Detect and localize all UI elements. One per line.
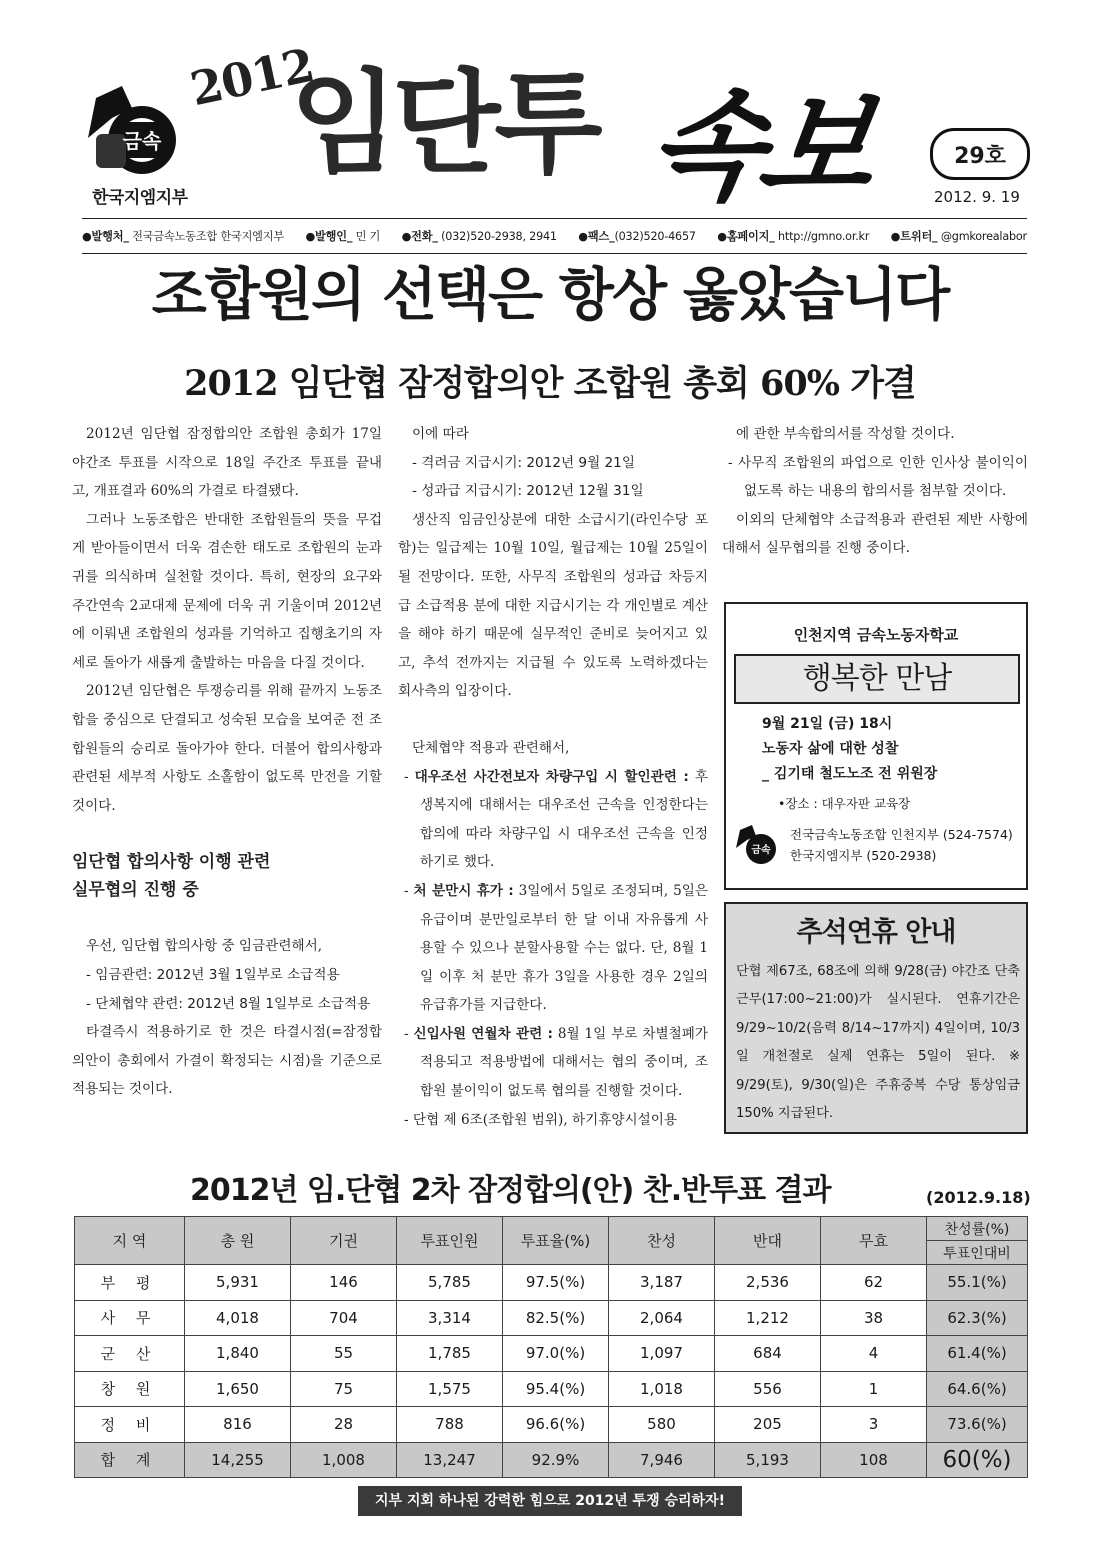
branch-name: 한국지엠지부 <box>92 188 188 208</box>
table-cell: 1,650 <box>185 1371 291 1407</box>
table-cell: 580 <box>609 1407 715 1443</box>
table-cell: 4,018 <box>185 1300 291 1336</box>
table-cell: 92.9% <box>503 1442 609 1478</box>
list-item: - 성과급 지급시기: 2012년 12월 31일 <box>412 483 644 500</box>
paragraph: 에 관한 부속합의서를 작성할 것이다. <box>736 426 955 442</box>
headline: 조합원의 선택은 항상 옳았습니다 <box>151 262 949 328</box>
paragraph: 우선, 임단협 합의사항 중 임금관련해서, <box>86 938 323 955</box>
issue-number: 29호 <box>930 128 1030 180</box>
list-item: - 처 분만시 휴가 : 3일에서 5일로 조정되며, 5일은 유급이며 분만일로부터 한 달 이내 자유롭게 사용할 수 있으나 분할사용할 수는 없다. 단, 8월 1일 이후 처 분만 휴가 3일을 사용한 경우 2일의 유급휴가를 지급한다. <box>404 882 708 1014</box>
fax-info: ●팩스_(032)520-4657 <box>578 230 696 243</box>
table-cell: 1,097 <box>609 1336 715 1372</box>
table-cell: 108 <box>821 1442 927 1478</box>
issuer-info: ●발행인_ 민 기 <box>305 230 381 243</box>
table-row <box>75 1336 1028 1372</box>
vote-results-title: 2012년 임.단협 2차 잠정합의(안) 찬.반투표 결과 <box>190 1173 831 1208</box>
vote-results-table <box>74 1216 1028 1478</box>
header-total: 총 원 <box>185 1217 291 1265</box>
table-cell: 64.6(%) <box>927 1371 1028 1407</box>
header-yes: 찬성 <box>609 1217 715 1265</box>
table-cell: 556 <box>715 1371 821 1407</box>
table-cell: 62.3(%) <box>927 1300 1028 1336</box>
table-cell: 1,840 <box>185 1336 291 1372</box>
svg-text:금속: 금속 <box>122 129 162 153</box>
article-column-3 <box>722 420 1028 563</box>
table-row <box>75 1371 1028 1407</box>
publication-info-bar <box>82 218 1027 254</box>
article-column-2 <box>398 420 708 1134</box>
header-approval-basis: 투표인대비 <box>927 1241 1028 1265</box>
table-cell: 146 <box>291 1265 397 1301</box>
table-cell: 5,193 <box>715 1442 821 1478</box>
school-contact: 전국금속노동조합 인천지부 (524-7574) 한국지엠지부 (520-2938) <box>790 827 1013 863</box>
table-cell: 97.5(%) <box>503 1265 609 1301</box>
table-cell: 82.5(%) <box>503 1300 609 1336</box>
chuseok-holiday-notice <box>724 902 1028 1134</box>
svg-text:금속: 금속 <box>751 845 771 856</box>
paragraph: 그러나 노동조합은 반대한 조합원들의 뜻을 무겁게 받아들이면서 더욱 겸손한 태도로 조합원의 눈과 귀를 의식하며 실천할 것이다. 특히, 현장의 요구와 주간연속 2교대제 문제에 더욱 귀 기울이며 2012년에 이뤄낸 조합원의 성과를 기억하고 집행초기의 자세로 돌아가 새롭게 출발하는 마음을 다질 것이다. <box>72 511 383 671</box>
table-cell: 정 비 <box>75 1407 185 1443</box>
header-abstain: 기권 <box>291 1217 397 1265</box>
table-cell: 부 평 <box>75 1265 185 1301</box>
paragraph: 단체협약 적용과 관련해서, <box>412 739 570 756</box>
footer-slogan: 지부 지회 하나된 강력한 힘으로 2012년 투쟁 승리하자! <box>358 1486 742 1516</box>
table-cell: 2,064 <box>609 1300 715 1336</box>
header-region: 지 역 <box>75 1217 185 1265</box>
table-row <box>75 1300 1028 1336</box>
table-cell: 816 <box>185 1407 291 1443</box>
header-turnout: 투표율(%) <box>503 1217 609 1265</box>
paragraph: 2012년 임단협 잠정합의안 조합원 총회가 17일 야간조 투표를 시작으로 18일 주간조 투표를 끝내고, 개표결과 60%의 가결로 타결됐다. <box>72 426 382 500</box>
header-no: 반대 <box>715 1217 821 1265</box>
school-place: •장소 : 대우자판 교육장 <box>778 796 911 811</box>
table-row <box>75 1407 1028 1443</box>
masthead-subtitle: 속보 <box>640 78 880 216</box>
table-cell: 55 <box>291 1336 397 1372</box>
paragraph: 생산직 임금인상분에 대한 소급시기(라인수당 포함)는 일급제는 10월 10일, 월급제는 10월 25일이 될 전망이다. 또한, 사무직 조합원의 성과급 차등지급 소급적용 분에 대한 지급시기는 각 개인별로 계산을 해야 하기 때문에 실무적인 준비로 늦어지고 있고, 추석 전까지는 지급될 수 있도록 노력하겠다는 회사측의 입장이다. <box>398 511 708 700</box>
table-cell: 창 원 <box>75 1371 185 1407</box>
table-cell: 684 <box>715 1336 821 1372</box>
twitter-info: ●트위터_ @gmkorealabor <box>890 230 1027 243</box>
list-item: - 격려금 지급시기: 2012년 9월 21일 <box>412 454 635 471</box>
table-cell: 38 <box>821 1300 927 1336</box>
school-title: 행복한 만남 <box>734 654 1020 704</box>
table-cell: 13,247 <box>397 1442 503 1478</box>
table-cell: 1,785 <box>397 1336 503 1372</box>
table-cell: 96.6(%) <box>503 1407 609 1443</box>
table-row <box>75 1265 1028 1301</box>
article-column-1 <box>72 420 382 1104</box>
table-cell: 704 <box>291 1300 397 1336</box>
paragraph: 이에 따라 <box>412 426 469 442</box>
list-item: - 신입사원 연월차 관련 : 8월 1일 부로 차별철폐가 적용되고 적용방법에 대해서는 협의 중이며, 조합원 불이익이 없도록 협의를 진행할 것이다. <box>404 1025 708 1100</box>
header-voters: 투표인원 <box>397 1217 503 1265</box>
table-cell: 사 무 <box>75 1300 185 1336</box>
publisher-info: ●발행처_ 전국금속노동조합 한국지엠지부 <box>82 230 284 243</box>
paragraph: 2012년 임단협은 투쟁승리를 위해 끝까지 노동조합을 중심으로 단결되고 성숙된 모습을 보여준 전 조합원들의 승리로 돌아가야 한다. 더불어 합의사항과 관련된 세부적 사항도 소홀함이 없도록 만전을 기할 것이다. <box>72 683 382 814</box>
section-heading: 실무협의 진행 중 <box>72 880 199 901</box>
table-cell: 군 산 <box>75 1336 185 1372</box>
table-cell: 28 <box>291 1407 397 1443</box>
list-item: - 대우조선 사간전보자 차량구입 시 할인관련 : 후생복지에 대해서는 대우조선 근속을 인정한다는 합의에 따라 차량구입 시 대우조선 근속을 인정하기로 했다. <box>404 768 708 871</box>
union-logo <box>82 78 200 178</box>
table-cell: 55.1(%) <box>927 1265 1028 1301</box>
workers-school-notice <box>724 602 1028 890</box>
table-cell: 7,946 <box>609 1442 715 1478</box>
table-cell: 합 계 <box>75 1442 185 1478</box>
table-cell: 1,008 <box>291 1442 397 1478</box>
table-cell: 1,018 <box>609 1371 715 1407</box>
table-cell: 1,212 <box>715 1300 821 1336</box>
table-cell: 3 <box>821 1407 927 1443</box>
holiday-body: 단협 제67조, 68조에 의해 9/28(금) 야간조 단축근무(17:00~21:00)가 실시된다. 연휴기간은 9/29~10/2(음력 8/14~17까지) 4일이며, 10/3일 개천절로 실제 연휴는 5일이 된다. ※ 9/29(토), 9/30(일)은 주휴중복 수당 통상임금 150% 지급된다. <box>736 964 1020 1122</box>
table-total-row <box>75 1442 1028 1478</box>
header-approval-rate: 찬성률(%) <box>927 1217 1028 1241</box>
header-invalid: 무효 <box>821 1217 927 1265</box>
table-cell: 4 <box>821 1336 927 1372</box>
table-cell: 73.6(%) <box>927 1407 1028 1443</box>
school-heading: 인천지역 금속노동자학교 <box>793 626 959 644</box>
table-cell: 61.4(%) <box>927 1336 1028 1372</box>
masthead-year: 2012 <box>185 37 319 117</box>
section-heading: 임단협 합의사항 이행 관련 <box>72 852 271 873</box>
table-cell: 5,785 <box>397 1265 503 1301</box>
table-cell: 95.4(%) <box>503 1371 609 1407</box>
list-item: - 사무직 조합원의 파업으로 인한 인사상 불이익이 없도록 하는 내용의 합의서를 첨부할 것이다. <box>728 454 1028 500</box>
table-cell: 60(%) <box>927 1442 1028 1478</box>
union-logo-small <box>734 822 786 866</box>
issue-date: 2012. 9. 19 <box>934 188 1020 206</box>
school-details: 9월 21일 (금) 18시 노동자 삶에 대한 성찰 _ 김기태 철도노조 전 위원장 <box>762 716 938 782</box>
table-cell: 1 <box>821 1371 927 1407</box>
table-cell: 1,575 <box>397 1371 503 1407</box>
table-cell: 2,536 <box>715 1265 821 1301</box>
table-cell: 3,187 <box>609 1265 715 1301</box>
list-item: - 단체협약 관련: 2012년 8월 1일부로 소급적용 <box>86 995 371 1012</box>
table-cell: 5,931 <box>185 1265 291 1301</box>
table-cell: 14,255 <box>185 1442 291 1478</box>
masthead-title: 임단투 <box>290 59 597 189</box>
list-item: - 단협 제 6조(조합원 범위), 하기휴양시설이용 <box>404 1111 678 1128</box>
holiday-title: 추석연휴 안내 <box>796 917 956 948</box>
table-cell: 788 <box>397 1407 503 1443</box>
vote-results-date: (2012.9.18) <box>926 1188 1031 1207</box>
homepage-info: ●홈페이지_ http://gmno.or.kr <box>717 230 870 243</box>
list-item: - 임금관련: 2012년 3월 1일부로 소급적용 <box>86 966 340 983</box>
paragraph: 타결즉시 적용하기로 한 것은 타결시점(=잠정합의안이 총회에서 가결이 확정되는 시점)을 기준으로 적용되는 것이다. <box>72 1024 382 1098</box>
table-cell: 97.0(%) <box>503 1336 609 1372</box>
table-cell: 3,314 <box>397 1300 503 1336</box>
table-cell: 62 <box>821 1265 927 1301</box>
subheadline: 2012 임단협 잠정합의안 조합원 총회 60% 가결 <box>184 363 916 404</box>
paragraph: 이외의 단체협약 소급적용과 관련된 제반 사항에 대해서 실무협의를 진행 중이다. <box>722 511 1028 557</box>
phone-info: ●전화_ (032)520-2938, 2941 <box>401 230 557 243</box>
table-cell: 205 <box>715 1407 821 1443</box>
table-cell: 75 <box>291 1371 397 1407</box>
